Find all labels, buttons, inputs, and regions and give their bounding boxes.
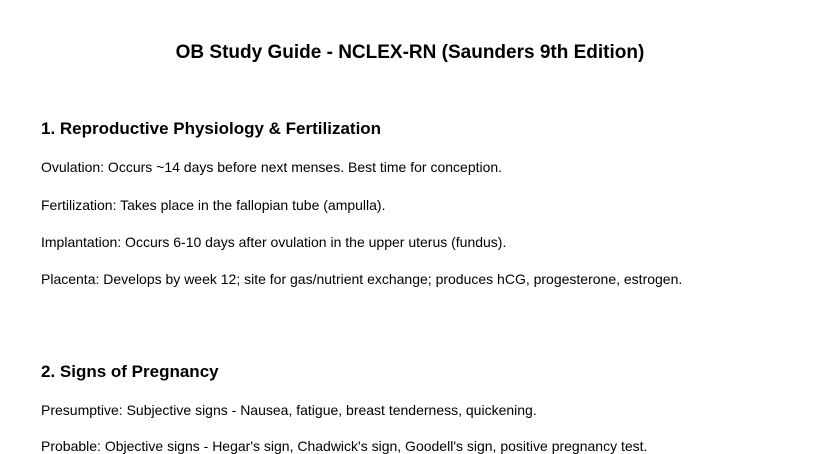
paragraph-ovulation: Ovulation: Occurs ~14 days before next menses. Best time for conception.	[41, 159, 503, 175]
paragraph-fertilization: Fertilization: Takes place in the fallopian tube (ampulla).	[41, 197, 386, 213]
document-title: OB Study Guide - NCLEX-RN (Saunders 9th Edition)	[175, 42, 645, 63]
paragraph-probable: Probable: Objective signs - Hegar's sign, Chadwick's sign, Goodell's sign, positive pregnancy test.	[41, 438, 648, 454]
paragraph-implantation: Implantation: Occurs 6-10 days after ovulation in the upper uterus (fundus).	[41, 234, 507, 250]
paragraph-presumptive: Presumptive: Subjective signs - Nausea, fatigue, breast tenderness, quickening.	[41, 402, 537, 418]
section-heading-reproductive-physiology: 1. Reproductive Physiology & Fertilization	[41, 119, 382, 138]
section-heading-signs-of-pregnancy: 2. Signs of Pregnancy	[41, 362, 219, 381]
paragraph-placenta: Placenta: Develops by week 12; site for gas/nutrient exchange; produces hCG, progesterone, estrogen.	[41, 271, 683, 287]
